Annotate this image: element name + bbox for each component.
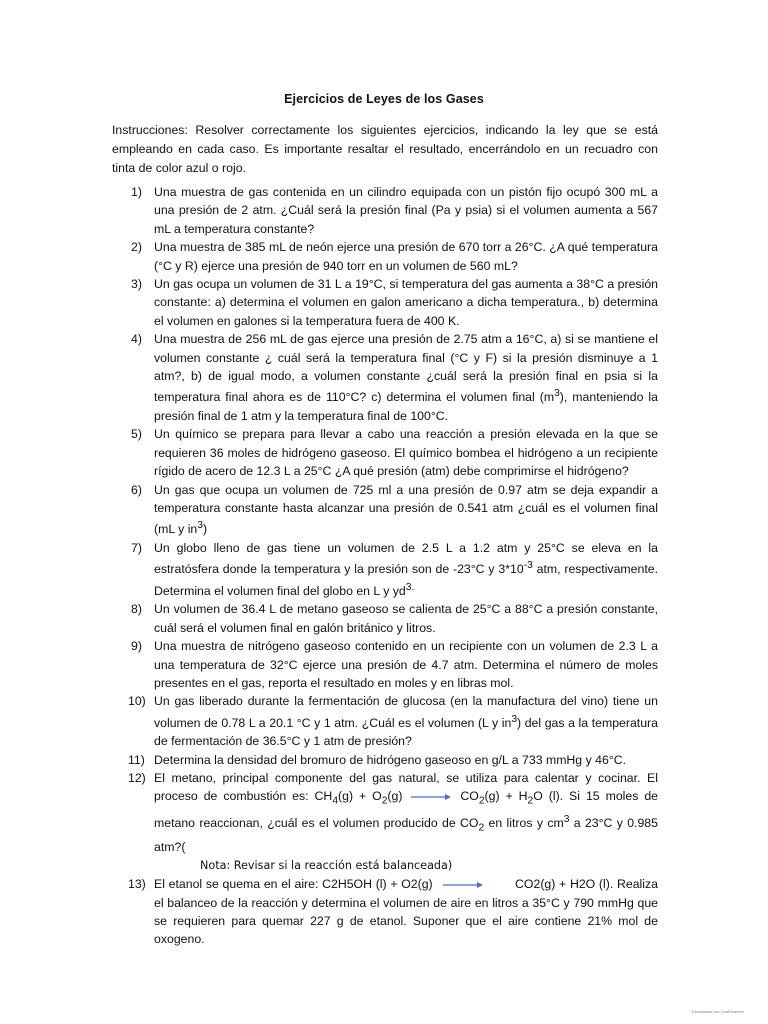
exercise-item xyxy=(0,637,768,692)
exercise-number: 9) xyxy=(131,639,142,654)
exercise-text: Una muestra de gas contenida en un cilindro equipada con un pistón fijo ocupó 300 mL a una presión de 2 atm. ¿Cuál será la presión final (Pa y psia) si el volumen aumenta a 567 mL a temperatura constante? xyxy=(154,185,658,236)
exercise-item xyxy=(0,692,768,750)
exercise-number: 12) xyxy=(128,771,146,786)
exercise-item xyxy=(0,481,768,539)
exercise-text: Un gas liberado durante la fermentación de glucosa (en la manufactura del vino) tiene un volumen de 0.78 L a 20.1 °C y 1 atm. ¿Cuál es el volumen (L y $in^3$) del gas a la temperatura de fermentación de 36.5°C y 1 atm de presión? xyxy=(154,694,658,749)
exercise-item xyxy=(0,539,768,600)
exercise-text: Un volumen de 36.4 L de metano gaseoso se calienta de 25°C a 88°C a presión constante, cuál será el volumen final en galón británico y litros. xyxy=(154,602,658,635)
exercise-text: Un globo lleno de gas tiene un volumen de 2.5 L a 1.2 atm y 25°C se eleva en la estratósfera donde la temperatura y la presión son de -23°C y $3*10^{-3}$ atm, respectivamente. Determina el volumen final del globo en L y $yd^{3.}$ xyxy=(154,540,659,598)
exercise-item xyxy=(0,183,768,238)
exercise-number: 1) xyxy=(131,185,142,199)
exercise-text: El etanol se quema en el aire: C2H5OH (l) + O2(g) CO2(g) + H2O (l). Realiza el balanceo de la reacción y determina el volumen de aire en litros a 35°C y 790 mmHg que se requieren para quemar 227 g de etanol. Suponer que el aire contiene 21% mol de oxogeno. xyxy=(154,877,658,947)
exercise-item xyxy=(0,751,768,769)
exercise-item xyxy=(0,238,768,275)
exercise-text: Una muestra de 256 mL de gas ejerce una presión de 2.75 atm a 16°C, a) si se mantiene el volumen constante ¿ cuál será la temperatura final (°C y F) si la presión disminuye a 1 atm?, b) de igual modo, a volumen constante ¿cuál será la presión final en psia si la temperatura final ahora es de 110°C? c) determina el volumen final $(m^3)$, manteniendo la presión final de 1 atm y la temperatura final de 100°C. xyxy=(154,332,658,423)
exercise-item xyxy=(0,600,768,637)
exercise-number: 5) xyxy=(131,427,142,442)
exercise-number: 13) xyxy=(128,877,146,892)
scanner-watermark: Escaneado con CamScanner xyxy=(691,1009,744,1014)
reaction-arrow-icon xyxy=(439,881,487,889)
page-title: Ejercicios de Leyes de los Gases xyxy=(284,92,484,106)
exercise-text: Un químico se prepara para llevar a cabo una reacción a presión elevada en la que se requieren 36 moles de hidrógeno gaseoso. El químico bombea el hidrógeno a un recipiente rígido de acero de 12.3 L a 25°C ¿A qué presión (atm) debe comprimirse el hidrógeno? xyxy=(154,427,658,479)
exercise-number: 7) xyxy=(131,540,142,555)
exercise-text: El metano, principal componente del gas natural, se utiliza para calentar y cocinar. El proceso de combustión es: $CH_4(g) + O_2(g) CO_2(g) + H_2O$ (l). Si 15 moles de metano reaccionan, ¿cuál es el volumen producido de $CO_2$ en litros y $cm^3$ a 23°C y 0.985 atm?( Nota: Revisar si la reacción está balanceada) xyxy=(154,771,659,872)
exercise-item xyxy=(0,769,768,875)
exercise-item xyxy=(0,330,768,425)
exercise-item xyxy=(0,425,768,480)
exercise-text: Determina la densidad del bromuro de hidrógeno gaseoso en g/L a 733 mmHg y 46°C. xyxy=(154,752,627,767)
exercise-number: 3) xyxy=(131,277,142,292)
exercise-item xyxy=(0,875,768,949)
exercise-text: Un gas que ocupa un volumen de 725 ml a una presión de 0.97 atm se deja expandir a temperatura constante hasta alcanzar una presión de 0.541 atm ¿cuál es el volumen final (mL y $in^3$) xyxy=(154,482,658,537)
exercise-number: 6) xyxy=(131,482,142,497)
reaction-arrow-icon xyxy=(411,793,451,801)
exercise-text: Un gas ocupa un volumen de 31 L a 19°C, si temperatura del gas aumenta a 38°C a presión constante: a) determina el volumen en galon americano a dicha temperatura., b) determina el volumen en galones si la temperatura fuera de 400 K. xyxy=(154,277,658,328)
exercise-number: 10) xyxy=(128,694,146,709)
exercise-text: Una muestra de 385 mL de neón ejerce una presión de 670 torr a 26°C. ¿A qué temperatura (°C y R) ejerce una presión de 940 torr en un volumen de 560 mL? xyxy=(154,240,658,273)
exercise-number: 8) xyxy=(131,602,142,617)
exercise-number: 2) xyxy=(131,240,142,255)
exercise-list xyxy=(0,183,768,949)
exercise-number: 4) xyxy=(131,332,142,347)
exercise-number: 11) xyxy=(128,752,145,767)
exercise-text: Una muestra de nitrógeno gaseoso contenido en un recipiente con un volumen de 2.3 L a una temperatura de 32°C ejerce una presión de 4.7 atm. Determina el número de moles presentes en el gas, reporta el resultado en moles y en libras mol. xyxy=(154,639,658,690)
exercise-item xyxy=(0,275,768,330)
instructions-paragraph: Instrucciones: Resolver correctamente los siguientes ejercicios, indicando la ley que se está empleando en cada caso. Es importante resaltar el resultado, encerrándolo en un recuadro con tinta de color azul o rojo. xyxy=(112,123,658,175)
